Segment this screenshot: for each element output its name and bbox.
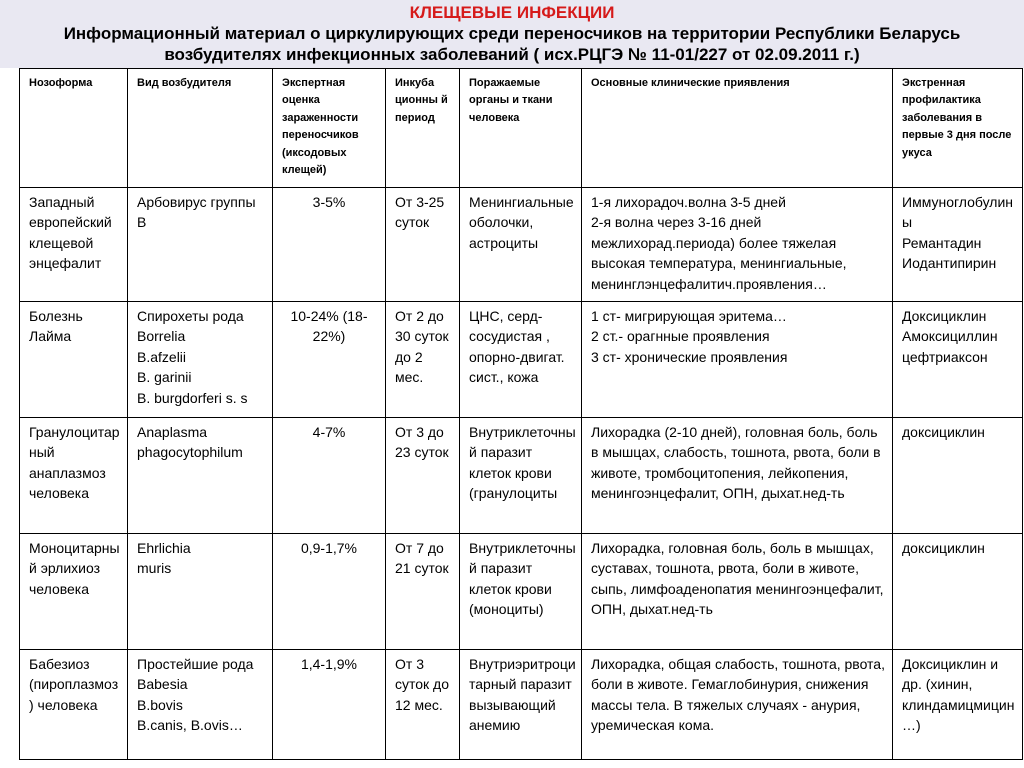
pathogen-line: Borrelia xyxy=(137,328,186,345)
pathogen-line: B. garinii xyxy=(137,369,192,386)
table-row xyxy=(20,418,1023,534)
infection-rate-cell: 10-24% (18-22%) xyxy=(273,302,386,418)
nosoform-cell: Моноцитарный эрлихиоз человека xyxy=(20,534,128,650)
table-header-row xyxy=(20,69,1023,188)
column-header-pathogen: Вид возбудителя xyxy=(128,69,273,188)
incubation-cell: От 2 до 30 суток до 2 мес. xyxy=(386,302,460,418)
clinical-line: 2 ст.- орагнные проявления xyxy=(591,328,770,345)
column-header-organs: Поражаемые органы и ткани человека xyxy=(460,69,582,188)
page-header xyxy=(0,0,1024,68)
pathogen-line: B.afzelii xyxy=(137,348,187,365)
nosoform-cell: Западный европейский клещевой энцефалит xyxy=(20,188,128,302)
pathogen-line: Простейшие рода xyxy=(137,656,254,672)
clinical-line: 3 ст- хронические проявления xyxy=(591,348,788,365)
tick-infections-table xyxy=(19,68,1023,760)
prophylaxis-line: Амоксициллин xyxy=(902,328,998,345)
pathogen-line: muris xyxy=(137,560,172,577)
prophylaxis-line: Иммуноглобулины xyxy=(902,194,1014,231)
page-subtitle-line-1: Информационный материал о циркулирующих среди переносчиков на территории Республики Беларусь xyxy=(63,24,961,43)
table-row xyxy=(20,534,1023,650)
prophylaxis-line: цефтриаксон xyxy=(902,348,988,365)
pathogen-line: B.canis, B.ovis… xyxy=(137,717,243,734)
incubation-cell: От 7 до 21 суток xyxy=(386,534,460,650)
column-header-infection-rate: Экспертная оценка зараженности переносчиков (иксодовых клещей) xyxy=(273,69,386,188)
clinical-line: Лихорадка (2-10 дней), головная боль, боль в мышцах, слабость, тошнота, рвота, боли в животе, тромбоцитопения, лейкопения, менингоэнцефалит, ОПН, дыхат.нед-ть xyxy=(591,424,881,502)
prophylaxis-cell xyxy=(893,534,1023,650)
pathogen-cell xyxy=(128,534,273,650)
clinical-cell xyxy=(582,534,893,650)
clinical-cell xyxy=(582,188,893,302)
prophylaxis-cell xyxy=(893,418,1023,534)
organs-cell: Внутриклеточный паразит клеток крови (гранулоциты xyxy=(460,418,582,534)
pathogen-line: B. burgdorferi s. s xyxy=(137,389,248,406)
incubation-cell: От 3 суток до 12 мес. xyxy=(386,650,460,760)
incubation-cell: От 3 до 23 суток xyxy=(386,418,460,534)
prophylaxis-cell xyxy=(893,302,1023,418)
prophylaxis-line: Иодантипирин xyxy=(902,255,997,272)
column-header-incubation: Инкуба ционны й период xyxy=(386,69,460,188)
pathogen-line: Спирохеты рода xyxy=(137,308,244,324)
clinical-line: Лихорадка, общая слабость, тошнота, рвота, боли в животе. Гемаглобинурия, снижения массы тела. В тяжелых случаях - анурия, уремическая кома. xyxy=(591,656,885,734)
infection-rate-cell: 0,9-1,7% xyxy=(273,534,386,650)
pathogen-cell xyxy=(128,418,273,534)
clinical-cell xyxy=(582,418,893,534)
prophylaxis-line: Ремантадин xyxy=(902,234,982,251)
pathogen-cell xyxy=(128,302,273,418)
nosoform-cell: Болезнь Лайма xyxy=(20,302,128,418)
organs-cell: ЦНС, серд-сосудистая , опорно-двигат. сист., кожа xyxy=(460,302,582,418)
column-header-clinical: Основные клинические приявления xyxy=(582,69,893,188)
clinical-line: 1 ст- мигрирующая эритема… xyxy=(591,308,787,324)
prophylaxis-cell xyxy=(893,650,1023,760)
table-row xyxy=(20,188,1023,302)
pathogen-cell xyxy=(128,188,273,302)
pathogen-line: Anaplasma phagocytophilum xyxy=(137,424,243,461)
organs-cell: Внутриклеточный паразит клеток крови (моноциты) xyxy=(460,534,582,650)
clinical-line: 1-я лихорадоч.волна 3-5 дней xyxy=(591,194,786,210)
prophylaxis-line: доксициклин xyxy=(902,424,985,440)
clinical-line: 2-я волна через 3-16 дней межлихорад.периода) более тяжелая высокая температура, менингиальные, менинглэнцефалитич.проявления… xyxy=(591,214,847,292)
table-row xyxy=(20,650,1023,760)
infection-rate-cell: 4-7% xyxy=(273,418,386,534)
clinical-cell xyxy=(582,302,893,418)
incubation-cell: От 3-25 суток xyxy=(386,188,460,302)
column-header-prophylaxis: Экстренная профилактика заболевания в первые 3 дня после укуса xyxy=(893,69,1023,188)
pathogen-line: Ehrlichia xyxy=(137,540,191,556)
table-row xyxy=(20,302,1023,418)
pathogen-cell xyxy=(128,650,273,760)
column-header-nosoform: Нозоформа xyxy=(20,69,128,188)
infection-rate-cell: 1,4-1,9% xyxy=(273,650,386,760)
clinical-line: Лихорадка, головная боль, боль в мышцах, суставах, тошнота, рвота, боли в животе, сыпь, лимфоаденопатия менингоэнцефалит, ОПН, дыхат.нед-ть xyxy=(591,540,884,618)
nosoform-cell: Бабезиоз (пироплазмоз) человека xyxy=(20,650,128,760)
organs-cell: Менингиальные оболочки, астроциты xyxy=(460,188,582,302)
page-subtitle-line-2: возбудителях инфекционных заболеваний ( исх.РЦГЭ № 11-01/227 от 02.09.2011 г.) xyxy=(164,45,860,64)
nosoform-cell: Гранулоцитарный анаплазмоз человека xyxy=(20,418,128,534)
organs-cell: Внутриэритроцитарный паразит вызывающий анемию xyxy=(460,650,582,760)
prophylaxis-line: Доксициклин и др. (хинин, клиндамицмицин…) xyxy=(902,656,1015,734)
pathogen-line: Babesia xyxy=(137,676,188,693)
prophylaxis-cell xyxy=(893,188,1023,302)
pathogen-line: Арбовирус группы В xyxy=(137,194,256,231)
prophylaxis-line: доксициклин xyxy=(902,540,985,556)
page-title: КЛЕЩЕВЫЕ ИНФЕКЦИИ xyxy=(409,3,615,22)
pathogen-line: B.bovis xyxy=(137,696,183,713)
prophylaxis-line: Доксициклин xyxy=(902,308,987,324)
clinical-cell xyxy=(582,650,893,760)
infection-rate-cell: 3-5% xyxy=(273,188,386,302)
